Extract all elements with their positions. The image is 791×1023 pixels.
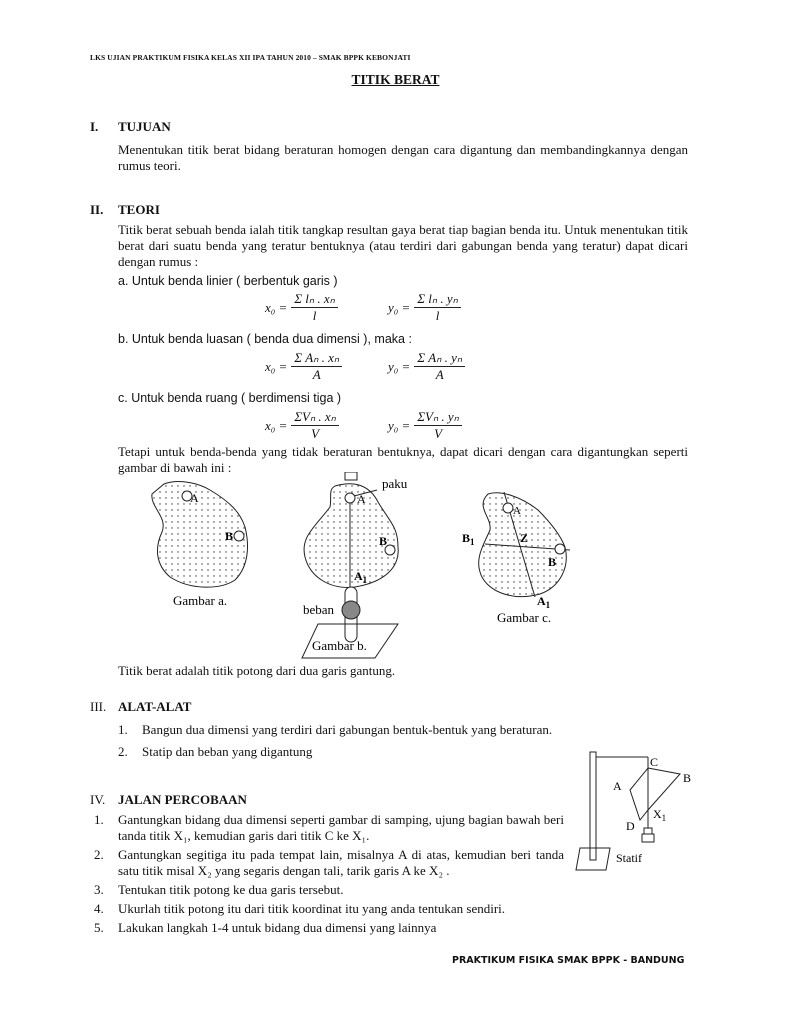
formula-y0-linear: y₀ = $\frac{\text{Σ lₙ . yₙ}}{l}$ bbox=[388, 291, 461, 324]
label-a: A bbox=[613, 779, 622, 793]
figure-a bbox=[152, 482, 248, 608]
formula-y0-volume: y₀ = $\frac{\text{ΣVₙ . yₙ}}{V}$ bbox=[388, 409, 462, 442]
section-heading-jalan: JALAN PERCOBAAN bbox=[118, 792, 247, 807]
case-label-c: c. Untuk benda ruang ( berdimensi tiga ) bbox=[118, 391, 342, 405]
section-number: IV. bbox=[90, 792, 106, 807]
list-item: 2. Statip dan beban yang digantung bbox=[118, 744, 313, 759]
formula-x0-linear: x₀ = $\frac{\text{Σ lₙ . xₙ}}{l}$ bbox=[265, 291, 338, 324]
label-a: A bbox=[513, 505, 521, 517]
jalan-list bbox=[94, 812, 688, 939]
label-statif: Statif bbox=[616, 851, 642, 865]
list-item: 3. Tentukan titik potong ke dua garis tersebut. bbox=[94, 882, 344, 897]
list-item: 2. Gantungkan segitiga itu pada tempat lain, misalnya A di atas, kemudian beri tanda satu titik misal X₂ yang segaris dengan tali, tarik garis A ke X₂ . bbox=[94, 847, 564, 878]
section-heading-tujuan: TUJUAN bbox=[118, 119, 171, 134]
label-b1: $B_1$ bbox=[462, 531, 475, 547]
page-title: TITIK BERAT bbox=[351, 72, 440, 87]
list-item: 5. Lakukan langkah 1-4 untuk bidang dua dimensi yang lainnya bbox=[94, 920, 437, 935]
caption-b: Gambar b. bbox=[312, 638, 367, 653]
label-a: A bbox=[190, 491, 199, 505]
teori-text-2: Tetapi untuk benda-benda yang tidak beraturan bentuknya, dapat dicari dengan cara digantungkan seperti gambar di bawah ini : bbox=[118, 444, 688, 475]
conclusion-text: Titik berat adalah titik potong dari dua garis gantung. bbox=[118, 663, 396, 678]
label-b: B bbox=[683, 771, 692, 785]
label-a1: $A_1$ bbox=[537, 594, 551, 610]
label-beban: beban bbox=[303, 602, 335, 617]
page-footer: PRAKTIKUM FISIKA SMAK BPPK - BANDUNG bbox=[452, 955, 685, 966]
case-label-a: a. Untuk benda linier ( berbentuk garis ) bbox=[118, 274, 338, 288]
caption-c: Gambar c. bbox=[497, 610, 552, 625]
tujuan-text: Menentukan titik berat bidang beraturan homogen dengan cara digantung dan membandingkannya dengan rumus teori. bbox=[118, 142, 688, 173]
formula-y0-area: y₀ = $\frac{\text{Σ Aₙ . yₙ}}{A}$ bbox=[388, 350, 465, 383]
label-a: A bbox=[357, 492, 366, 506]
label-c: C bbox=[650, 755, 659, 769]
label-b: B bbox=[379, 534, 388, 548]
figure-c bbox=[462, 492, 570, 625]
list-item: 1. Gantungkan bidang dua dimensi seperti gambar di samping, ujung bagian bawah beri tanda titik X₁, kemudian garis dari titik C ke X₁. bbox=[94, 812, 564, 843]
label-b: B bbox=[548, 555, 557, 569]
label-b: B bbox=[225, 529, 234, 543]
list-item: 1. Bangun dua dimensi yang terdiri dari gabungan bentuk-bentuk yang beraturan. bbox=[118, 722, 553, 737]
caption-a: Gambar a. bbox=[173, 593, 228, 608]
formula-x0-volume: x₀ = $\frac{\text{ΣVₙ . xₙ}}{V}$ bbox=[265, 409, 339, 442]
list-item: 4. Ukurlah titik potong itu dari titik koordinat itu yang anda tentukan sendiri. bbox=[94, 901, 506, 916]
section-number: I. bbox=[90, 119, 99, 134]
case-label-b: b. Untuk benda luasan ( benda dua dimensi ), maka : bbox=[118, 332, 412, 346]
label-z: Z bbox=[520, 531, 529, 545]
teori-text: Titik berat sebuah benda ialah titik tangkap resultan gaya berat tiap bagian benda itu. Untuk menentukan titik berat dari suatu benda yang teratur bentuknya (atau terdiri dari gabungan benda yang teratur) dapat dicari dengan rumus : bbox=[118, 222, 688, 269]
section-number: III. bbox=[90, 699, 107, 714]
alat-list bbox=[118, 722, 618, 763]
figure-b bbox=[302, 472, 408, 658]
label-d: D bbox=[626, 819, 635, 833]
label-x1: $X_1$ bbox=[653, 807, 667, 823]
formula-x0-area: x₀ = $\frac{\text{Σ Aₙ . xₙ}}{A}$ bbox=[265, 350, 342, 383]
section-number: II. bbox=[90, 202, 104, 217]
section-heading-teori: TEORI bbox=[118, 202, 160, 217]
section-heading-alat: ALAT-ALAT bbox=[118, 699, 192, 714]
label-a1: $A_1$ bbox=[354, 569, 368, 585]
hanging-figures bbox=[140, 472, 600, 660]
label-paku: paku bbox=[382, 476, 408, 491]
running-header: LKS UJIAN PRAKTIKUM FISIKA KELAS XII IPA TAHUN 2010 – SMAK BPPK KEBONJATI bbox=[90, 53, 411, 62]
